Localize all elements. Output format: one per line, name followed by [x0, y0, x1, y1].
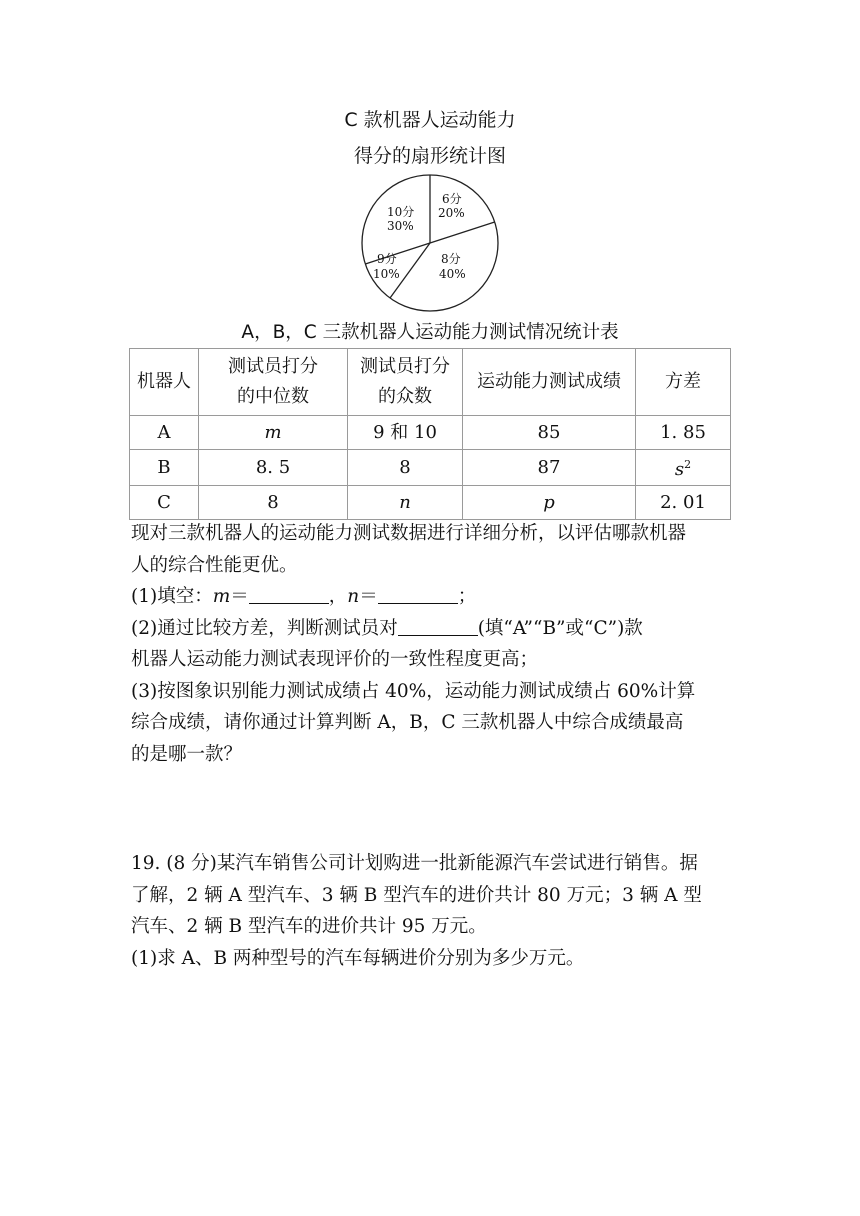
- q1-equals-n: ＝: [359, 586, 378, 607]
- cell-score: [463, 486, 636, 520]
- var-p: p: [543, 491, 555, 513]
- cell-variance: [636, 450, 731, 486]
- table-row: [130, 416, 731, 450]
- intro-line1: 现对三款机器人的运动能力测试数据进行详细分析，以评估哪款机器: [131, 523, 687, 544]
- answer-blank-m[interactable]: [249, 585, 329, 604]
- q3-line1: (3)按图象识别能力测试成绩占 40%，运动能力测试成绩占 60%计算: [131, 680, 696, 702]
- stats-table: [129, 348, 731, 520]
- header-score: 运动能力测试成绩: [463, 349, 636, 416]
- q1-line: [131, 581, 731, 613]
- q1-var-n: n: [347, 586, 360, 607]
- table-row: [130, 486, 731, 520]
- cell-robot: C: [130, 486, 199, 520]
- cell-score: 87: [463, 450, 636, 486]
- slice-label-6-score: 6分: [442, 192, 462, 206]
- q3-line2: 综合成绩，请你通过计算判断 A，B，C 三款机器人中综合成绩最高: [131, 712, 684, 733]
- slice-label-9-percent: 10%: [373, 267, 400, 281]
- slice-label-6-percent: 20%: [438, 206, 465, 220]
- table-row: [130, 450, 731, 486]
- p19-q1: (1)求 A、B 两种型号的汽车每辆进价分别为多少万元。: [131, 947, 585, 969]
- table-header-row: [130, 349, 731, 416]
- q2-suffix: (填“A”“B”或“C”)款: [477, 617, 643, 639]
- var-s: s: [674, 459, 685, 480]
- cell-mode: 9 和 10: [348, 416, 463, 450]
- header-mode-line2: 的众数: [378, 386, 432, 407]
- problem-19: [131, 848, 731, 974]
- slice-label-8-score: 8分: [441, 252, 461, 266]
- var-m: m: [264, 421, 282, 443]
- header-variance: 方差: [636, 349, 731, 416]
- slice-label-10-score: 10分: [387, 205, 415, 219]
- header-robot: 机器人: [130, 349, 199, 416]
- q2-line2: 机器人运动能力测试表现评价的一致性程度更高；: [131, 649, 539, 670]
- q1-var-m: m: [212, 586, 231, 607]
- header-median-line2: 的中位数: [237, 386, 309, 407]
- cell-median: [199, 416, 348, 450]
- chart-title: C 款机器人运动能力: [344, 109, 516, 131]
- cell-variance: 1. 85: [636, 416, 731, 450]
- pie-chart: [355, 168, 505, 318]
- header-mode: [348, 349, 463, 416]
- table-caption: A，B，C 三款机器人运动能力测试情况统计表: [241, 322, 619, 343]
- q1-end: ；: [457, 586, 477, 607]
- header-mode-line1: 测试员打分: [360, 356, 450, 377]
- intro-line2: 人的综合性能更优。: [131, 554, 298, 576]
- q2-line1: [131, 613, 731, 645]
- q1-prefix: (1)填空：: [131, 586, 213, 607]
- q3-line3: 的是哪一款？: [131, 743, 243, 765]
- answer-blank-n[interactable]: [378, 585, 458, 604]
- cell-median: 8: [199, 486, 348, 520]
- header-median: [199, 349, 348, 416]
- chart-subtitle: 得分的扇形统计图: [353, 145, 506, 167]
- cell-median: 8. 5: [199, 450, 348, 486]
- q1-separator: ，: [328, 586, 348, 607]
- slice-label-8-percent: 40%: [439, 267, 466, 281]
- cell-score: 85: [463, 416, 636, 450]
- q1-equals-m: ＝: [230, 586, 249, 607]
- slice-label-10-percent: 30%: [387, 219, 414, 233]
- p19-line1: 19. (8 分)某汽车销售公司计划购进一批新能源汽车尝试进行销售。据: [131, 853, 698, 874]
- cell-robot: B: [130, 450, 199, 486]
- answer-blank-q2[interactable]: [398, 617, 478, 636]
- header-median-line1: 测试员打分: [228, 356, 318, 377]
- var-n: n: [399, 491, 411, 513]
- q2-prefix: (2)通过比较方差，判断测试员对: [131, 617, 398, 639]
- p19-line3: 汽车、2 辆 B 型汽车的进价共计 95 万元。: [131, 916, 487, 937]
- superscript-2: 2: [684, 458, 692, 471]
- slice-label-9-score: 9分: [377, 252, 397, 266]
- question-text: [131, 518, 731, 770]
- p19-line2: 了解，2 辆 A 型汽车、3 辆 B 型汽车的进价共计 80 万元；3 辆 A 型: [131, 884, 702, 906]
- cell-mode: 8: [348, 450, 463, 486]
- cell-variance: 2. 01: [636, 486, 731, 520]
- cell-robot: A: [130, 416, 199, 450]
- cell-mode: [348, 486, 463, 520]
